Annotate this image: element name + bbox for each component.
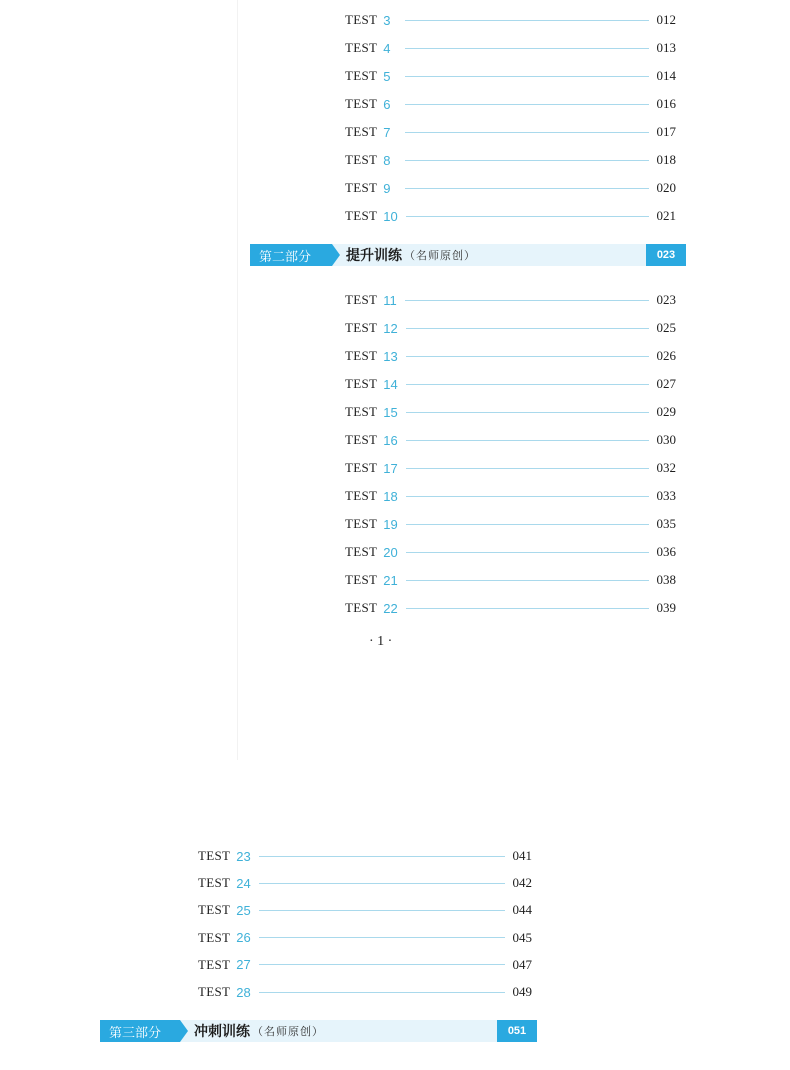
entry-page: 016 xyxy=(656,96,676,111)
toc-page-1 xyxy=(238,0,790,760)
section-band xyxy=(180,1020,497,1042)
leader-line xyxy=(259,856,505,857)
entry-number: 21 xyxy=(383,572,398,588)
entry-page: 042 xyxy=(512,875,532,891)
leader-line xyxy=(259,910,505,911)
entry-label: TEST xyxy=(345,404,378,419)
entry-number: 10 xyxy=(383,208,398,224)
entry-label: TEST xyxy=(345,376,378,391)
leader-line xyxy=(405,48,648,49)
leader-line xyxy=(406,440,649,441)
entry-number: 9 xyxy=(383,180,391,196)
entry-label: TEST xyxy=(345,320,378,335)
leader-line xyxy=(406,496,649,497)
leader-line xyxy=(406,552,649,553)
entry-page: 029 xyxy=(656,404,676,419)
entry-label: TEST xyxy=(198,902,231,918)
toc-entry xyxy=(345,516,676,532)
entry-page: 020 xyxy=(656,180,676,195)
leader-line xyxy=(405,300,648,301)
entry-page: 045 xyxy=(512,929,532,945)
entry-page: 013 xyxy=(656,40,676,55)
entry-number: 22 xyxy=(383,600,398,616)
section-subtitle: （名师原创） xyxy=(404,249,476,262)
toc-entry xyxy=(198,984,532,1000)
entry-label: TEST xyxy=(198,848,231,863)
entry-page: 023 xyxy=(656,292,676,307)
entry-page: 047 xyxy=(512,956,532,972)
entry-page: 021 xyxy=(656,208,676,223)
entry-number: 24 xyxy=(236,875,251,891)
entry-label: TEST xyxy=(345,292,378,307)
leader-line xyxy=(405,20,648,21)
leader-line xyxy=(259,992,505,993)
leader-line xyxy=(259,964,505,965)
entry-number: 4 xyxy=(383,40,391,56)
toc-entry xyxy=(198,930,532,946)
entry-label: TEST xyxy=(345,40,378,55)
leader-line xyxy=(405,104,648,105)
toc-entry xyxy=(345,12,676,28)
entry-page: 041 xyxy=(512,848,532,863)
entry-label: TEST xyxy=(345,460,378,475)
entry-number: 18 xyxy=(383,488,398,504)
entry-label: TEST xyxy=(345,124,378,139)
entry-label: TEST xyxy=(345,96,378,111)
section-badge: 第三部分 xyxy=(100,1020,180,1042)
entry-number: 3 xyxy=(383,12,391,28)
entry-page: 035 xyxy=(656,516,676,531)
toc-entry xyxy=(345,180,676,196)
toc-entry xyxy=(345,292,676,308)
toc-entry xyxy=(198,902,532,918)
leader-line xyxy=(406,608,649,609)
entry-number: 20 xyxy=(383,544,398,560)
leader-line xyxy=(405,160,648,161)
toc-entry xyxy=(198,848,532,864)
entry-label: TEST xyxy=(345,488,378,503)
entry-label: TEST xyxy=(198,875,231,891)
leader-line xyxy=(406,524,649,525)
leader-line xyxy=(259,883,505,884)
section-title: 提升训练 xyxy=(346,248,402,264)
toc-entry xyxy=(345,40,676,56)
leader-line xyxy=(405,188,648,189)
section-page-number: 051 xyxy=(497,1020,537,1042)
entry-label: TEST xyxy=(345,516,378,531)
entry-label: TEST xyxy=(345,208,378,223)
leader-line xyxy=(405,76,648,77)
section-subtitle: （名师原创） xyxy=(252,1025,324,1038)
entry-number: 25 xyxy=(236,902,251,918)
entry-page: 032 xyxy=(656,460,676,475)
toc-entry xyxy=(345,376,676,392)
entry-number: 16 xyxy=(383,432,398,448)
entry-label: TEST xyxy=(345,12,378,27)
toc-entry xyxy=(345,600,676,616)
toc-entry xyxy=(345,544,676,560)
entry-number: 14 xyxy=(383,376,398,392)
toc-entry xyxy=(345,432,676,448)
toc-entry xyxy=(345,348,676,364)
toc-entry xyxy=(345,152,676,168)
entry-number: 28 xyxy=(236,984,251,1000)
leader-line xyxy=(259,937,505,938)
entry-label: TEST xyxy=(345,572,378,587)
toc-entry xyxy=(198,875,532,891)
leader-line xyxy=(406,356,649,357)
entry-page: 049 xyxy=(512,984,532,999)
entry-number: 13 xyxy=(383,348,398,364)
entry-number: 11 xyxy=(383,292,397,308)
entry-page: 017 xyxy=(656,124,676,139)
leader-line xyxy=(406,580,649,581)
toc-page-2 xyxy=(95,790,655,1070)
section-header-part-2 xyxy=(250,244,686,266)
toc-entry xyxy=(345,68,676,84)
section-band xyxy=(332,244,646,266)
entry-page: 033 xyxy=(656,488,676,503)
leader-line xyxy=(406,468,649,469)
entry-number: 27 xyxy=(236,957,251,973)
page-footer-number: · 1 · xyxy=(369,634,393,649)
entry-page: 012 xyxy=(656,12,676,27)
toc-entry xyxy=(345,208,676,224)
entry-number: 12 xyxy=(383,320,398,336)
entry-label: TEST xyxy=(198,984,231,999)
toc-entry xyxy=(345,320,676,336)
toc-entry xyxy=(345,96,676,112)
entry-number: 5 xyxy=(383,68,391,84)
leader-line xyxy=(406,384,649,385)
entry-number: 26 xyxy=(236,930,251,946)
entry-label: TEST xyxy=(345,432,378,447)
entry-page: 038 xyxy=(656,572,676,587)
entry-label: TEST xyxy=(345,152,378,167)
entry-page: 044 xyxy=(512,902,532,918)
entry-number: 8 xyxy=(383,152,391,168)
section-title: 冲刺训练 xyxy=(194,1024,250,1040)
entry-number: 7 xyxy=(383,124,391,140)
leader-line xyxy=(405,132,648,133)
entry-label: TEST xyxy=(345,544,378,559)
entry-page: 027 xyxy=(656,376,676,391)
toc-entry xyxy=(345,572,676,588)
entry-label: TEST xyxy=(345,180,378,195)
entry-page: 036 xyxy=(656,544,676,559)
toc-entry xyxy=(345,404,676,420)
entry-page: 030 xyxy=(656,432,676,447)
entry-label: TEST xyxy=(198,956,231,972)
leader-line xyxy=(406,216,649,217)
toc-entry xyxy=(345,460,676,476)
entry-page: 039 xyxy=(656,600,676,615)
toc-entry xyxy=(198,957,532,973)
entry-page: 025 xyxy=(656,320,676,335)
entry-number: 19 xyxy=(383,516,398,532)
leader-line xyxy=(406,328,649,329)
entry-label: TEST xyxy=(345,600,378,615)
entry-page: 018 xyxy=(656,152,676,167)
entry-page: 014 xyxy=(656,68,676,83)
entry-page: 026 xyxy=(656,348,676,363)
entry-label: TEST xyxy=(198,929,231,945)
toc-entry xyxy=(345,124,676,140)
entry-label: TEST xyxy=(345,348,378,363)
entry-number: 17 xyxy=(383,460,398,476)
section-page-number: 023 xyxy=(646,244,686,266)
entry-number: 6 xyxy=(383,96,391,112)
entry-number: 23 xyxy=(236,848,251,864)
section-badge: 第二部分 xyxy=(250,244,332,266)
entry-number: 15 xyxy=(383,404,398,420)
toc-entry xyxy=(345,488,676,504)
entry-label: TEST xyxy=(345,68,378,83)
leader-line xyxy=(406,412,649,413)
section-header-part-3 xyxy=(100,1020,537,1042)
